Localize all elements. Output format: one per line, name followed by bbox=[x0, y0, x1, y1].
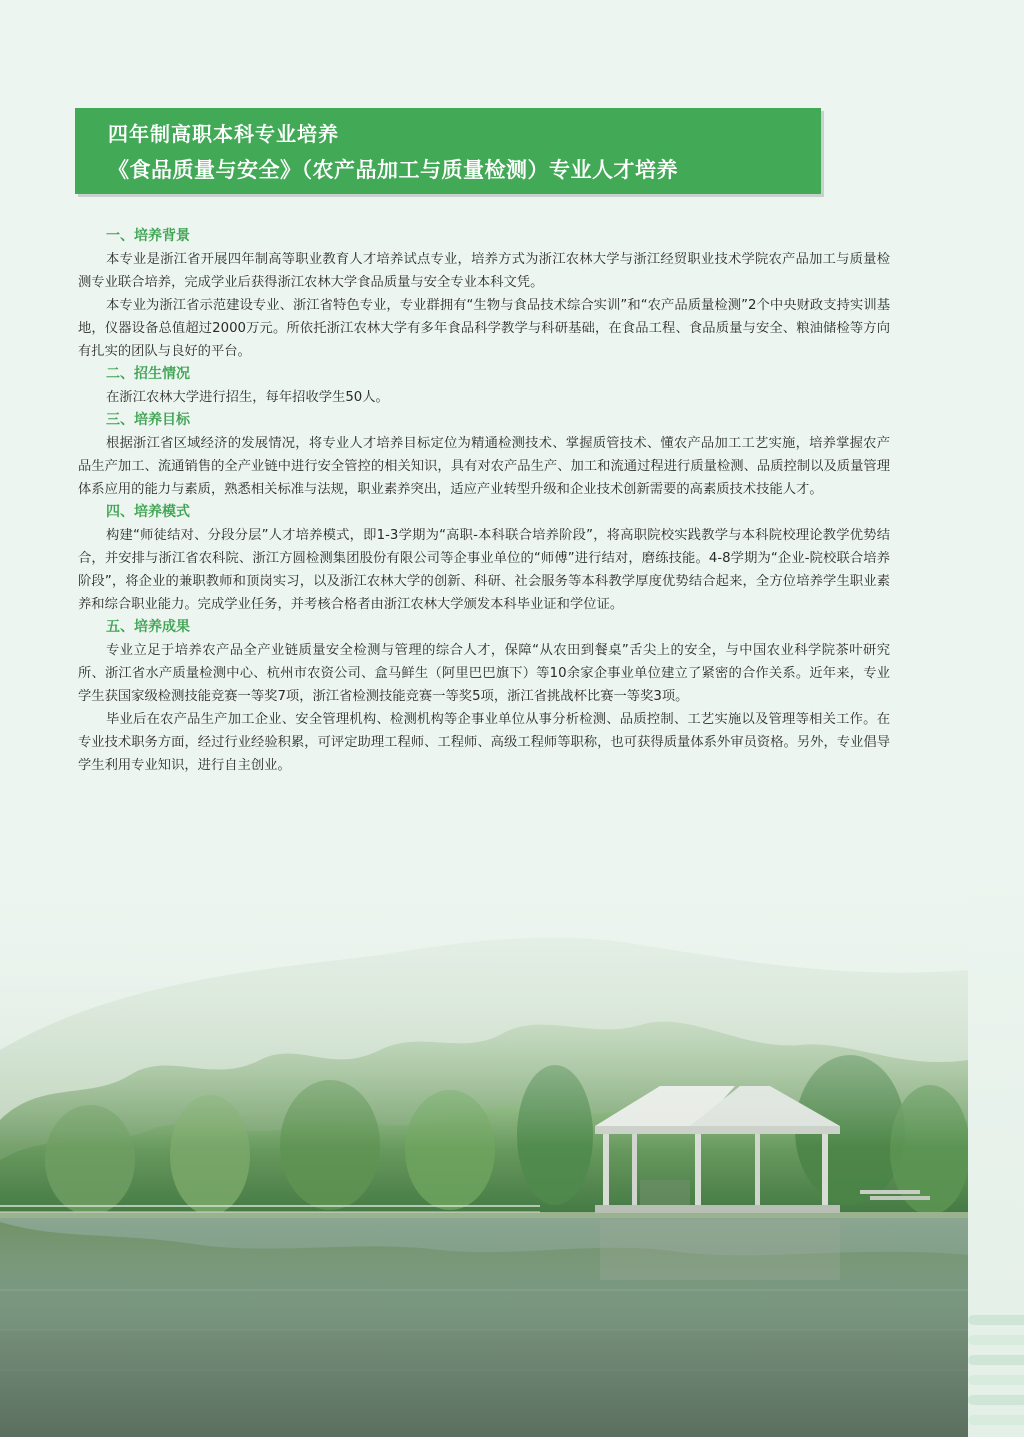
section-model bbox=[78, 501, 890, 616]
decorative-wave bbox=[968, 1315, 1024, 1325]
decorative-wave bbox=[968, 1415, 1024, 1425]
section-background bbox=[78, 225, 890, 363]
banner-subtitle: 《食品质量与安全》（农产品加工与质量检测）专业人才培养 bbox=[108, 158, 678, 182]
decorative-side-strip bbox=[968, 860, 1024, 1437]
paragraph: 毕业后在农产品生产加工企业、安全管理机构、检测机构等企事业单位从事分析检测、品质控制、工艺实施以及管理等相关工作。在专业技术职务方面，经过行业经验积累，可评定助理工程师、工程师、高级工程师等职称，也可获得质量体系外审员资格。另外，专业倡导学生利用专业知识，进行自主创业。 bbox=[78, 712, 890, 773]
body-content bbox=[78, 225, 890, 777]
section-enrollment bbox=[78, 363, 890, 409]
section-objectives bbox=[78, 409, 890, 501]
lake-pavilion-photo bbox=[0, 860, 968, 1437]
paragraph: 根据浙江省区域经济的发展情况，将专业人才培养目标定位为精通检测技术、掌握质管技术、懂农产品加工工艺实施，培养掌握农产品生产加工、流通销售的全产业链中进行安全管控的相关知识，具有对农产品生产、加工和流通过程进行质量检测、品质控制以及质量管理体系应用的能力与素质，熟悉相关标准与法规，职业素养突出，适应产业转型升级和企业技术创新需要的高素质技术技能人才。 bbox=[78, 436, 890, 497]
paragraph: 本专业为浙江省示范建设专业、浙江省特色专业，专业群拥有“生物与食品技术综合实训”和“农产品质量检测”2个中央财政支持实训基地，仪器设备总值超过2000万元。所依托浙江农林大学有多年食品科学教学与科研基础，在食品工程、食品质量与安全、粮油储检等方向有扎实的团队与良好的平台。 bbox=[78, 298, 890, 359]
decorative-wave bbox=[968, 1395, 1024, 1405]
section-heading: 四、培养模式 bbox=[106, 504, 190, 520]
title-banner bbox=[75, 108, 821, 194]
banner-title: 四年制高职本科专业培养 bbox=[108, 122, 339, 146]
section-heading: 五、培养成果 bbox=[106, 619, 190, 635]
paragraph: 本专业是浙江省开展四年制高等职业教育人才培养试点专业，培养方式为浙江农林大学与浙江经贸职业技术学院农产品加工与质量检测专业联合培养，完成学业后获得浙江农林大学食品质量与安全专业本科文凭。 bbox=[78, 252, 890, 290]
section-achievements bbox=[78, 616, 890, 777]
paragraph: 在浙江农林大学进行招生，每年招收学生50人。 bbox=[106, 390, 389, 405]
section-heading: 三、培养目标 bbox=[106, 412, 190, 428]
section-heading: 一、培养背景 bbox=[106, 228, 190, 244]
decorative-wave bbox=[968, 1375, 1024, 1385]
decorative-wave bbox=[968, 1335, 1024, 1345]
paragraph: 专业立足于培养农产品全产业链质量安全检测与管理的综合人才，保障“从农田到餐桌”舌尖上的安全，与中国农业科学院茶叶研究所、浙江省水产质量检测中心、杭州市农资公司、盒马鲜生（阿里巴巴旗下）等10余家企事业单位建立了紧密的合作关系。近年来，专业学生获国家级检测技能竞赛一等奖7项，浙江省检测技能竞赛一等奖5项，浙江省挑战杯比赛一等奖3项。 bbox=[78, 643, 890, 704]
section-heading: 二、招生情况 bbox=[106, 366, 190, 382]
paragraph: 构建“师徒结对、分段分层”人才培养模式，即1-3学期为“高职-本科联合培养阶段”，将高职院校实践教学与本科院校理论教学优势结合，并安排与浙江省农科院、浙江方圆检测集团股份有限公司等企事业单位的“师傅”进行结对，磨练技能。4-8学期为“企业-院校联合培养阶段”，将企业的兼职教师和顶岗实习，以及浙江农林大学的创新、科研、社会服务等本科教学厚度优势结合起来，全方位培养学生职业素养和综合职业能力。完成学业任务，并考核合格者由浙江农林大学颁发本科毕业证和学位证。 bbox=[78, 528, 890, 612]
decorative-wave bbox=[968, 1355, 1024, 1365]
